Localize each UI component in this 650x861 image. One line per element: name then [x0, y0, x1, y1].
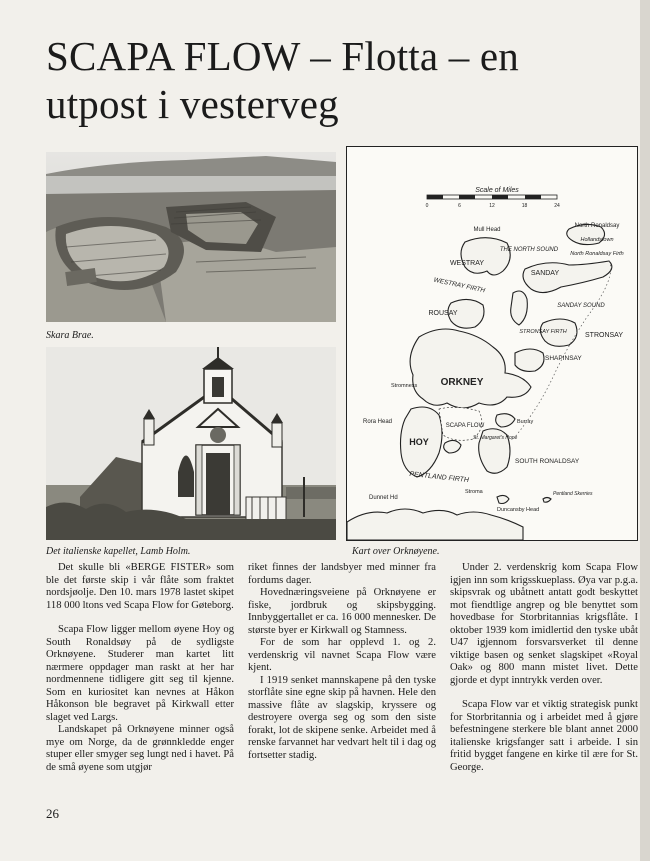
map-label-stromness: Stromness — [391, 383, 418, 389]
paragraph: Landskapet på Orknøyene minner også mye om Norge, da de grønnkledde enger stuper eller smyger seg lungt ned i havet. På de små øyene som utgjør — [46, 724, 234, 773]
map-label-north-ronaldsay-firth: North Ronaldsay Firth — [570, 251, 624, 257]
paragraph: Under 2. verdenskrig kom Scapa Flow igjen inn som krigsskueplass. Øya var p.g.a. skipsvrak og ubåtnett antatt godt beskyttet mot fiendtlige angrep og ble benyttet som hovedbase for Storbritannias krigsflåte. I oktober 1939 kom imidlertid den tyske ubåt U47 igjennom forsvarsverket til denne viktige basen og senket slagskipet «Royal Oak» og 800 mann mistet livet. Dette gjorde et dypt inntrykk verden over. — [450, 562, 638, 686]
map-label-rousay: ROUSAY — [428, 310, 458, 317]
map-label-rora-head: Rora Head — [363, 419, 393, 425]
island-burray — [496, 414, 515, 427]
paragraph: Hovednæringsveiene på Orknøyene er fiske, jordbruk og skipsbygging. Innbyggertallet er ca. 16 000 mennesker. De største byer er Kirkwall og Stamness. — [248, 587, 436, 636]
map-label-south-ronaldsay: SOUTH RONALDSAY — [515, 458, 580, 465]
paragraph: Scapa Flow var et viktig strategisk punkt for Storbritannia og i arbeidet med å gjøre befestningene sterkere ble blant annet 2000 italienske krigsfanger satt i arbeide. I sin fritid bygget fangene en kirke til ære for St. George. — [450, 699, 638, 773]
island-pentland-skerries — [543, 498, 551, 503]
map-scale-tick-label: 12 — [489, 203, 495, 209]
title-line-2: utpost i vesterveg — [46, 81, 339, 127]
map-label-sanday-sound: SANDAY SOUND — [557, 303, 605, 309]
map-label-sanday: SANDAY — [530, 270, 560, 277]
map-label-scapa-flow: SCAPA FLOW — [445, 423, 485, 429]
map-label-westray: WESTRAY — [449, 260, 485, 267]
map-label-hollandstown: Hollandstown — [580, 237, 614, 243]
paragraph: Det skulle bli «BERGE FISTER» som ble det første skip i vår flåte som fraktet nordsjøolje. Den 10. mars 1978 lastet skipet 118 000 ltons ved Scapa Flow for Gøteborg. — [46, 562, 234, 611]
text-column-1 — [46, 562, 234, 774]
map-label-pentland-skerries: Pentland Skerries — [553, 491, 593, 497]
map-label-pentland-firth: PENTLAND FIRTH — [409, 470, 470, 485]
map-scale-tick-label: 0 — [425, 203, 429, 209]
map-scale-title: Scale of Miles — [475, 187, 519, 194]
map-label-westray-firth: WESTRAY FIRTH — [432, 276, 486, 295]
skara-brae-photo — [46, 152, 336, 322]
paragraph: Scapa Flow ligger mellom øyene Hoy og South Ronaldsøy på de sydligste Orknøyene. Studerer man kartet litt nærmere oppdager man raskt at her har nordmennene tidligere gitt seg til kjenne. Som en kuriositet kan nevnes at Håkon Håkonson ble begravet på Kirkwall etter slaget ved Largs. — [46, 624, 234, 723]
caption-map: Kart over Orknøyene. — [352, 546, 440, 557]
island-mainland — [410, 329, 531, 408]
paragraph: For de som har opplevd 1. og 2. verdenskrig vil navnet Scapa Flow være kjent. — [248, 637, 436, 673]
map-label-the-north-sound: THE NORTH SOUND — [499, 247, 559, 253]
island-shapinsay — [515, 349, 544, 371]
paragraph: riket finnes der landsbyer med minner fra fordums dager. — [248, 562, 436, 586]
island-stroma — [497, 495, 509, 503]
page-number: 26 — [46, 806, 59, 821]
page-edge — [640, 0, 650, 861]
map-scale-ticks — [426, 203, 560, 209]
map-label-orkney: ORKNEY — [440, 377, 484, 388]
island-flotta — [444, 440, 461, 453]
map-label-dunnet-hd: Dunnet Hd — [369, 495, 398, 501]
caithness-coast — [347, 509, 523, 540]
map-label-mull-head: Mull Head — [473, 227, 501, 233]
caption-skara-brae: Skara Brae. — [46, 330, 94, 341]
map-label-stronsay: STRONSAY — [585, 332, 623, 339]
map-scale-bar — [427, 195, 557, 199]
text-column-2 — [248, 562, 436, 762]
map-label-shapinsay: SHAPINSAY — [545, 355, 582, 362]
map-scale-tick-label: 24 — [554, 203, 560, 209]
orkney-map — [346, 146, 638, 541]
paragraph: I 1919 senket mannskapene på den tyske storflåte sine egne skip på havnen. Hele den massive flåte av slagskip, kryssere og destroyere overga seg og som den siste forakt, lot de skipene senke. Arbeidet med å renske farvannet har vedvart helt til i dag og fortsetter stadig. — [248, 674, 436, 761]
island-westray — [461, 238, 510, 275]
map-label-north-ronaldsay: North Ronaldsay — [574, 223, 620, 229]
caption-italian-chapel: Det italienske kapellet, Lamb Holm. — [46, 546, 191, 557]
title-line-1: SCAPA FLOW – Flotta – en — [46, 33, 519, 79]
island-eday — [511, 291, 528, 325]
map-label-hoy: HOY — [409, 437, 429, 447]
map-scale-tick-label: 6 — [458, 203, 461, 209]
map-label-stroma: Stroma — [465, 489, 483, 495]
map-label-duncansby-head: Duncansby Head — [497, 507, 540, 513]
map-label-burray: Burray — [517, 419, 534, 425]
map-scale-tick-label: 18 — [521, 203, 528, 209]
italian-chapel-photo — [46, 347, 336, 540]
map-label-stronsay-firth: STRONSAY FIRTH — [519, 329, 567, 335]
page-title — [46, 32, 626, 128]
text-column-3 — [450, 562, 638, 774]
map-label-st-margarets-hope: St. Margaret's Hope — [473, 435, 518, 441]
